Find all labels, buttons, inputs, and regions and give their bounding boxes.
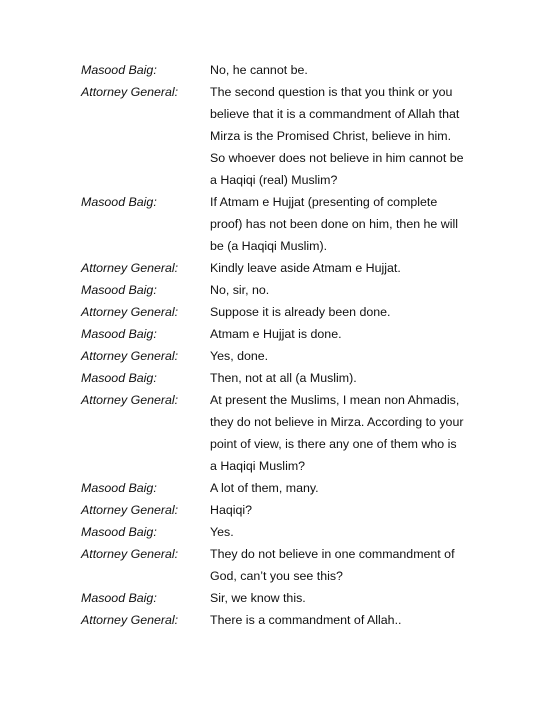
transcript-entry [0, 367, 550, 389]
transcript-entry [0, 587, 550, 609]
speaker-name: Masood Baig: [81, 283, 157, 297]
speaker-name: Attorney General: [81, 85, 179, 99]
speaker-name: Masood Baig: [81, 371, 157, 385]
speech-text: No, he cannot be. [210, 63, 308, 77]
transcript-entry [0, 191, 550, 257]
speaker-name: Attorney General: [81, 547, 179, 561]
speaker-name: Masood Baig: [81, 327, 157, 341]
transcript-entry [0, 257, 550, 279]
speaker-name: Masood Baig: [81, 591, 157, 605]
speech-text: If Atmam e Hujjat (presenting of complete proof) has not been done on him, then he will be (a Haqiqi Muslim). [210, 195, 458, 253]
transcript [0, 59, 550, 631]
transcript-entry [0, 323, 550, 345]
transcript-entry [0, 521, 550, 543]
speaker-name: Masood Baig: [81, 195, 157, 209]
speech-text: Sir, we know this. [210, 591, 306, 605]
speech-text: Yes, done. [210, 349, 269, 363]
transcript-entry [0, 543, 550, 587]
speech-text: They do not believe in one commandment of God, can’t you see this? [210, 547, 455, 583]
speaker-name: Attorney General: [81, 503, 179, 517]
speaker-name: Attorney General: [81, 305, 179, 319]
speaker-name: Masood Baig: [81, 525, 157, 539]
transcript-entry [0, 389, 550, 477]
speech-text: Yes. [210, 525, 234, 539]
speech-text: Atmam e Hujjat is done. [210, 327, 342, 341]
speech-text: Kindly leave aside Atmam e Hujjat. [210, 261, 401, 275]
speech-text: At present the Muslims, I mean non Ahmadis, they do not believe in Mirza. According to your point of view, is there any one of them who is a Haqiqi Muslim? [210, 393, 464, 473]
transcript-entry [0, 345, 550, 367]
transcript-entry [0, 81, 550, 191]
transcript-entry [0, 609, 550, 631]
speech-text: A lot of them, many. [210, 481, 319, 495]
transcript-entry [0, 477, 550, 499]
speech-text: Haqiqi? [210, 503, 253, 517]
speaker-name: Attorney General: [81, 261, 179, 275]
transcript-entry [0, 301, 550, 323]
speech-text: There is a commandment of Allah.. [210, 613, 402, 627]
transcript-entry [0, 279, 550, 301]
speaker-name: Attorney General: [81, 613, 179, 627]
speech-text: No, sir, no. [210, 283, 270, 297]
speaker-name: Masood Baig: [81, 481, 157, 495]
speech-text: The second question is that you think or you believe that it is a commandment of Allah that Mirza is the Promised Christ, believe in him. So whoever does not believe in him cannot be a Haqiqi (real) Muslim? [210, 85, 464, 187]
speech-text: Suppose it is already been done. [210, 305, 391, 319]
speaker-name: Masood Baig: [81, 63, 157, 77]
transcript-entry [0, 499, 550, 521]
speech-text: Then, not at all (a Muslim). [210, 371, 357, 385]
speaker-name: Attorney General: [81, 393, 179, 407]
transcript-entry [0, 59, 550, 81]
speaker-name: Attorney General: [81, 349, 179, 363]
